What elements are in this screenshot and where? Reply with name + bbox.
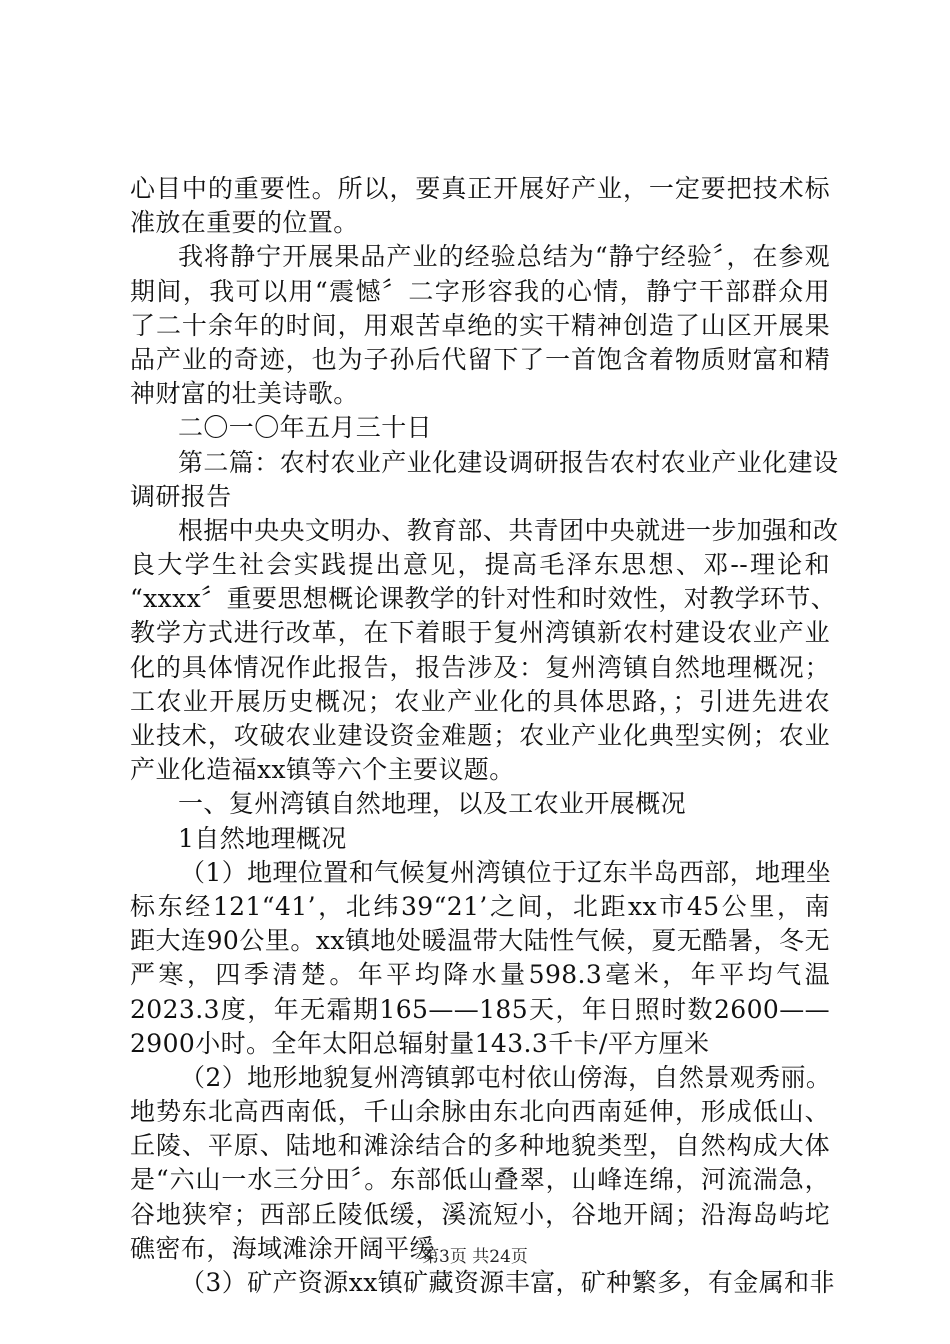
document-body	[130, 172, 839, 1300]
text-line: 神财富的壮美诗歌。	[130, 379, 359, 409]
text-line: 1自然地理概况	[178, 823, 347, 853]
text-line: 丘陵、平原、陆地和滩涂结合的多种地貌类型，自然构成大体	[130, 1131, 830, 1161]
text-line: 良大学生社会实践提出意见，提高毛泽东思想、邓--理论和	[130, 550, 830, 580]
text-line: 2900小时。全年太阳总辐射量143.3千卡/平方厘米	[130, 1028, 710, 1058]
text-line: 标东经121“41’，北纬39“21’之间，北距xx市45公里，南	[130, 891, 830, 921]
text-line: 化的具体情况作此报告，报告涉及：复州湾镇自然地理概况；	[130, 652, 830, 682]
text-line: 一、复州湾镇自然地理，以及工农业开展概况	[178, 789, 687, 819]
text-line: “xxxx〞重要思想概论课教学的针对性和时效性，对教学环节、	[130, 584, 837, 614]
text-line: 第二篇：农村农业产业化建设调研报告农村农业产业化建设	[178, 447, 839, 477]
text-line: 心目中的重要性。所以，要真正开展好产业，一定要把技术标	[130, 174, 830, 203]
text-line: 了二十余年的时间，用艰苦卓绝的实干精神创造了山区开展果	[130, 310, 830, 340]
text-line: 严寒，四季清楚。年平均降水量598.3毫米，年平均气温	[130, 960, 830, 990]
text-line: 是“六山一水三分田〞。东部低山叠翠，山峰连绵，河流湍急，	[130, 1165, 830, 1195]
text-line: （2）地形地貌复州湾镇郭屯村依山傍海，自然景观秀丽。	[180, 1062, 832, 1092]
text-line: （3）矿产资源xx镇矿藏资源丰富，矿种繁多，有金属和非	[180, 1268, 835, 1297]
text-line: 2023.3度，年无霜期165——185天，年日照时数2600——	[130, 994, 830, 1024]
text-line: 礁密布，海域滩涂开阔平缓	[130, 1233, 435, 1263]
text-line: 期间，我可以用“震憾〞二字形容我的心情，静宁干部群众用	[130, 276, 830, 306]
text-line: （1）地理位置和气候复州湾镇位于辽东半岛西部，地理坐	[180, 857, 832, 887]
text-line: 根据中央央文明办、教育部、共青团中央就进一步加强和改	[178, 515, 839, 545]
text-line: 调研报告	[130, 481, 232, 511]
text-line: 二〇一〇年五月三十日	[178, 413, 433, 443]
page-footer: 第3页 共24页	[422, 1247, 528, 1267]
text-line: 地势东北高西南低，千山余脉由东北向西南延伸，形成低山、	[130, 1097, 830, 1127]
text-line: 距大连90公里。xx镇地处暖温带大陆性气候，夏无酷暑，冬无	[130, 926, 830, 956]
text-line: 教学方式进行改革，在下着眼于复州湾镇新农村建设农业产业	[130, 618, 830, 648]
text-line: 工农业开展历史概况；农业产业化的具体思路，；引进先进农	[130, 686, 830, 716]
text-line: 产业化造福xx镇等六个主要议题。	[130, 755, 515, 785]
text-line: 谷地狭窄；西部丘陵低缓，溪流短小，谷地开阔；沿海岛屿坨	[130, 1199, 830, 1229]
text-line: 我将静宁开展果品产业的经验总结为“静宁经验〞，在参观	[178, 242, 830, 272]
text-line: 业技术，攻破农业建设资金难题；农业产业化典型实例；农业	[130, 721, 830, 750]
text-line: 品产业的奇迹，也为子孙后代留下了一首饱含着物质财富和精	[130, 344, 830, 374]
text-line: 准放在重要的位置。	[130, 208, 359, 238]
